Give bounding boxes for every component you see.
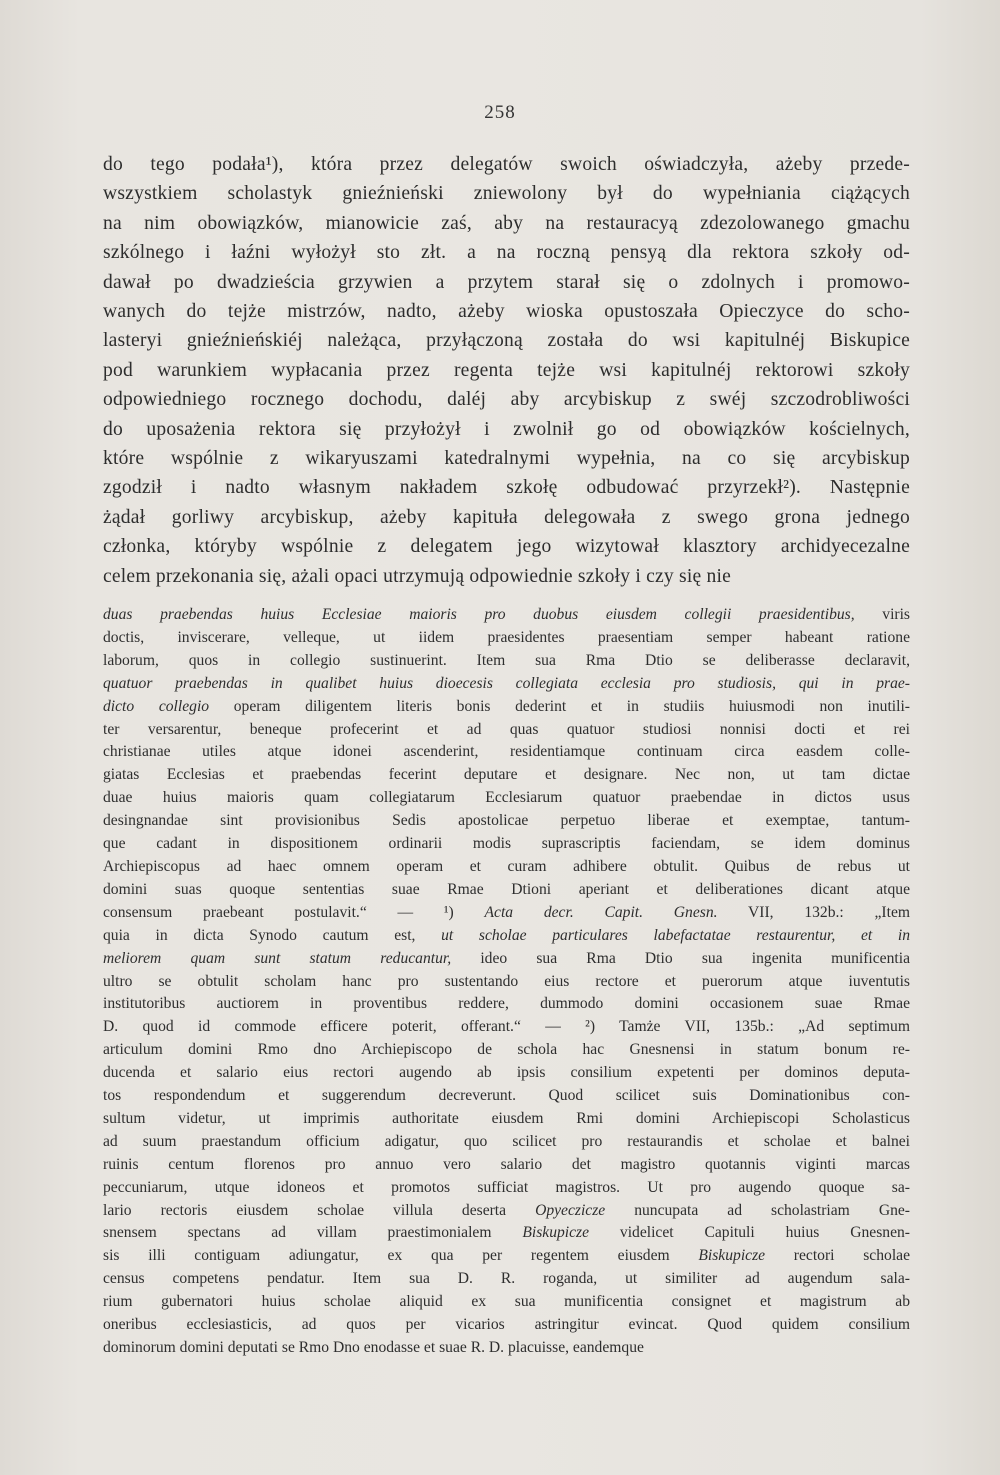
footnote-line [103,650,910,673]
text-segment: videlicet Capituli huius Gnesnen- [589,1224,910,1242]
footnote-line [103,833,910,856]
text-segment: ideo sua Rma Dtio sua ingenita munificentia [451,949,910,967]
text-segment: ruinis centum florenos pro annuo vero salario det magistro quotannis viginti marcas [103,1155,910,1173]
footnote-line [103,902,910,925]
footnote-line [103,1291,910,1314]
footnote-line [103,856,910,879]
italic-segment: ut scholae particulares labefactatae restaurentur, et in [441,926,911,944]
text-segment: giatas Ecclesias et praebendas fecerint deputare et designare. Nec non, ut tam dictae [103,766,910,784]
text-segment: ducenda et salario eius rectori augendo ab ipsis consilium expetenti per dominos deputa- [103,1064,910,1082]
footnote-line [103,1245,910,1268]
text-segment: desingnandae sint provisionibus Sedis apostolicae perpetuo liberae et exemptae, tantum- [103,812,910,830]
text-segment: ultro se obtulit scholam hanc pro sustentando eius rectore et puerorum atque iuventutis [103,972,910,990]
text-segment: laborum, quos in collegio sustinuerint. Item sua Rma Dtio se deliberasse declaravit, [103,651,910,669]
footnote-line [103,810,910,833]
text-segment: articulum domini Rmo dno Archiepiscopo de schola hac Gnesnensi in statum bonum re- [103,1041,910,1059]
italic-segment: quatuor praebendas in qualibet huius dioecesis collegiata ecclesia pro studiosis, qui in prae- [103,674,910,692]
footnote-line [103,1016,910,1039]
italic-segment: Biskupicze [522,1224,590,1242]
footnote-line [103,787,910,810]
footnotes [103,604,910,1360]
main-line: do tego podała¹), która przez delegatów swoich oświadczyła, ażeby przede- [103,154,910,175]
main-line: członka, któryby wspólnie z delegatem jego wizytował klasztory archidyecezalne [103,536,910,558]
text-segment: oneribus ecclesiasticis, ad quos per vicarios astringitur evincat. Quod quidem consilium [103,1316,910,1334]
footnote-line [103,948,910,971]
footnote-line [103,1222,910,1245]
italic-segment: Opyeczicze [535,1201,606,1219]
main-line: pod warunkiem wypłacania przez regenta tejże wsi kapitulnéj rektorowi szkoły [103,359,910,381]
footnote-line [103,1062,910,1085]
text-segment: sis illi contiguam adiungatur, ex qua per regentem eiusdem [103,1247,699,1265]
footnote-line [103,993,910,1016]
footnote-line [103,741,910,764]
italic-segment: Biskupicze [698,1247,766,1265]
text-segment: consensum praebeant postulavit.“ — ¹) [103,903,485,921]
footnote-line [103,673,910,696]
footnote-line [103,1108,910,1131]
footnote-line [103,925,910,948]
text-segment: institutoribus auctiorem in proventibus reddere, dummodo domini occasionem suae Rmae [103,995,910,1013]
text-segment: snensem spectans ad villam praestimonialem [103,1224,523,1242]
text-segment: D. quod id commode efficere poterit, offerant.“ — ²) Tamże VII, 135b.: „Ad septimum [103,1018,910,1036]
text-segment: rectori scholae [765,1247,910,1265]
main-line: do uposażenia rektora się przyłożył i zwolnił go od obowiązków kościelnych, [103,418,910,440]
footnote-line [103,604,910,627]
text-segment: domini suas quoque sententias suae Rmae Dtioni aperiant et deliberationes dicant atque [103,880,910,898]
footnote-line [103,1177,910,1200]
text-segment: lario rectoris eiusdem scholae villula deserta [103,1201,536,1219]
footnote-line [103,627,910,650]
text-segment: peccuniarum, utque idoneos et promotos sufficiat magistros. Ut pro augendo quoque sa- [103,1178,910,1196]
footnote-line [103,1131,910,1154]
footnote-line [103,1314,910,1337]
text-segment: doctis, inviscerare, velleque, ut iidem praesidentes praesentiam semper habeant ratione [103,628,910,646]
text-segment: tos respondendum et suggerendum decreverunt. Quod scilicet suis Dominationibus con- [103,1087,910,1105]
main-line: dawał po dwadzieścia grzywien a przytem starał się o zdolnych i promowo- [103,271,910,293]
text-segment: viris [854,606,910,623]
main-line: lasteryi gnieźnieńskiéj należąca, przyłączoną została do wsi kapitulnéj Biskupice [103,330,910,352]
main-line: wszystkiem scholastyk gnieźnieński zniewolony był do wypełniania ciążących [103,183,910,205]
text-segment: sultum videtur, ut imprimis authoritate eiusdem Rmi domini Archiepiscopi Scholasticus [103,1109,910,1127]
text-segment: VII, 132b.: „Item [717,903,911,921]
italic-segment: meliorem quam sunt statum reducantur, [103,949,452,967]
text-segment: Archiepiscopus ad haec omnem operam et curam adhibere obtulit. Quibus de rebus ut [103,857,910,875]
text-segment: ter versarentur, beneque profecerint et ad quas quatuor studiosi nonnisi docti et rei [103,720,910,738]
footnote-line [103,764,910,787]
text-segment: christianae utiles atque idonei ascenderint, residentiamque continuam circa easdem colle- [103,743,910,761]
main-line: odpowiedniego rocznego dochodu, daléj aby arcybiskup z swéj szczodrobliwości [103,389,910,411]
text-segment: dominorum domini deputati se Rmo Dno enodasse et suae R. D. placuisse, eandemque [103,1339,644,1356]
footnote-line [103,1085,910,1108]
main-text [103,150,910,591]
footnote-line [103,696,910,719]
text-segment: quia in dicta Synodo cautum est, [103,926,442,944]
footnote-line [103,1200,910,1223]
main-line: żądał gorliwy arcybiskup, ażeby kapituła delegowała z swego grona jednego [103,506,910,528]
text-segment: nuncupata ad scholastriam Gne- [605,1201,910,1219]
footnote-line [103,1337,910,1360]
main-line: które wspólnie z wikaryuszami katedralnymi wypełnia, na co się arcybiskup [103,448,910,470]
footnote-line [103,1268,910,1291]
text-segment: census competens pendatur. Item sua D. R. roganda, ut similiter ad augendum sala- [103,1270,910,1288]
page-number: 258 [484,102,516,123]
main-line: wanych do tejże mistrzów, nadto, ażeby wioska opustoszała Opieczyce do scho- [103,301,910,323]
text-segment: ad suum praestandum officium adigatur, quo scilicet pro restaurandis et scholae et balnei [103,1132,910,1150]
text-segment: duae huius maioris quam collegiatarum Ecclesiarum quatuor praebendae in dictos usus [103,789,910,807]
text-segment: rium gubernatori huius scholae aliquid ex sua munificentia consignet et magistrum ab [103,1293,910,1311]
italic-segment: Acta decr. Capit. Gnesn. [484,903,718,921]
main-line: na nim obowiązków, mianowicie zaś, aby na restauracyą zdezolowanego gmachu [103,212,910,234]
main-line: szkólnego i łaźni wyłożył sto złt. a na roczną pensyą dla rektora szkoły od- [103,242,910,264]
main-line: celem przekonania się, ażali opaci utrzymują odpowiednie szkoły i czy się nie [103,565,732,587]
footnote-line [103,1039,910,1062]
footnote-line [103,1154,910,1177]
text-segment: que cadant in dispositionem ordinarii modis suprascriptis faciendam, se idem dominus [103,835,910,853]
italic-segment: dicto collegio [103,697,210,715]
text-segment: operam diligentem literis bonis dederint et in studiis huiusmodi non inutili- [209,697,910,715]
italic-segment: duas praebendas huius Ecclesiae maioris pro duobus eiusdem collegii praesidentibus, [103,606,855,623]
main-line: zgodził i nadto własnym nakładem szkołę odbudować przyrzekł²). Następnie [103,477,910,499]
footnote-line [103,719,910,742]
footnote-line [103,879,910,902]
footnote-line [103,971,910,994]
